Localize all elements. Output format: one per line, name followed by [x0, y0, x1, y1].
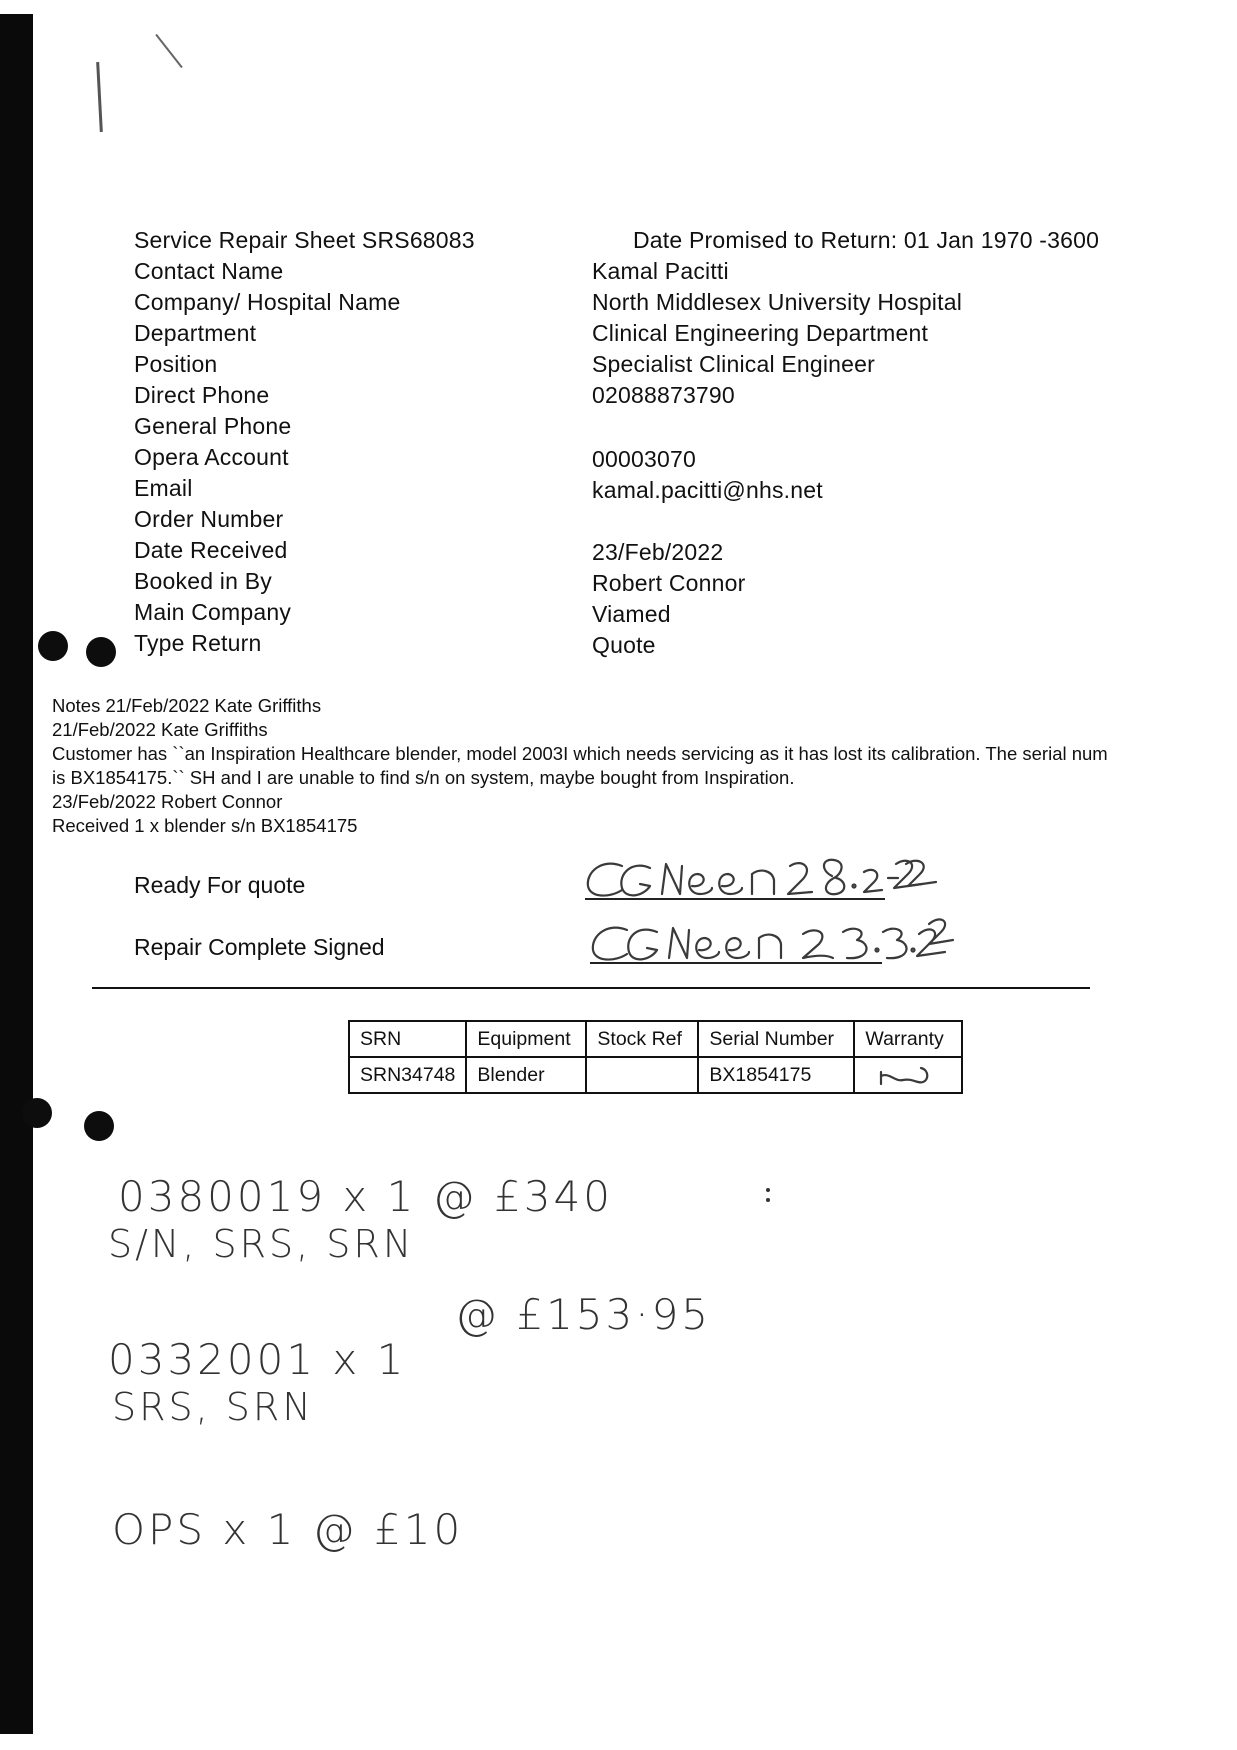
field-type-return [134, 630, 1134, 660]
field-date-received [134, 537, 1134, 567]
field-general-phone [134, 413, 1134, 443]
field-position [134, 351, 1134, 381]
handwritten-line: @ £153·95 [455, 1290, 712, 1339]
field-value: Robert Connor [592, 570, 746, 596]
field-department [134, 320, 1134, 350]
complete-signature [585, 912, 955, 970]
cell-warranty [854, 1057, 962, 1093]
table-row [349, 1057, 962, 1093]
notes-line: Customer has ``an Inspiration Healthcare blender, model 2003I which needs servicing as it has lost its calibration. The serial num [52, 743, 1108, 764]
header-equipment: Equipment [466, 1021, 586, 1057]
notes-block [52, 694, 1237, 838]
scan-speck [766, 1188, 770, 1192]
handwritten-line: 0332001 x 1 [108, 1335, 407, 1384]
field-opera-account [134, 444, 1134, 474]
field-label: Date Received [134, 537, 288, 563]
ready-signature [580, 850, 940, 905]
handwritten-line: S/N, SRS, SRN [108, 1222, 415, 1266]
field-value: Quote [592, 632, 656, 658]
field-label: Department [134, 320, 257, 346]
cell-stock-ref [586, 1057, 698, 1093]
field-value: North Middlesex University Hospital [592, 289, 963, 315]
notes-line: 21/Feb/2022 Kate Griffiths [52, 719, 268, 740]
punch-hole [38, 631, 68, 661]
field-value: Viamed [592, 601, 671, 627]
field-label: Opera Account [134, 444, 289, 470]
field-value: 23/Feb/2022 [592, 539, 724, 565]
punch-hole [84, 1111, 114, 1141]
ready-for-quote-label: Ready For quote [134, 872, 306, 898]
header-srn: SRN [349, 1021, 466, 1057]
field-value: 00003070 [592, 446, 696, 472]
field-label: Booked in By [134, 568, 272, 594]
notes-line: Received 1 x blender s/n BX1854175 [52, 815, 358, 836]
field-value: kamal.pacitti@nhs.net [592, 477, 823, 503]
scan-speck [766, 1198, 770, 1202]
scan-mark [96, 62, 103, 132]
header-row [134, 227, 1134, 257]
field-contact-name [134, 258, 1134, 288]
notes-line: 23/Feb/2022 Robert Connor [52, 791, 283, 812]
cell-equipment: Blender [466, 1057, 586, 1093]
field-order-number [134, 506, 1134, 536]
date-promised: Date Promised to Return: 01 Jan 1970 -3600 [633, 227, 1100, 253]
field-value: Kamal Pacitti [592, 258, 729, 284]
field-label: Main Company [134, 599, 292, 625]
header-stock-ref: Stock Ref [586, 1021, 698, 1057]
handwritten-line: SRS, SRN [112, 1385, 314, 1429]
field-label: Email [134, 475, 193, 501]
handwritten-line: OPS x 1 @ £10 [112, 1505, 464, 1554]
punch-hole [86, 637, 116, 667]
field-label: Direct Phone [134, 382, 270, 408]
punch-hole [22, 1098, 52, 1128]
field-direct-phone [134, 382, 1134, 412]
notes-line: Notes 21/Feb/2022 Kate Griffiths [52, 695, 322, 716]
binding-edge [0, 14, 33, 1734]
field-company [134, 289, 1134, 319]
field-email [134, 475, 1134, 505]
field-value: Clinical Engineering Department [592, 320, 929, 346]
field-label: General Phone [134, 413, 292, 439]
field-value: Specialist Clinical Engineer [592, 351, 876, 377]
sheet-title: Service Repair Sheet SRS68083 [134, 227, 475, 253]
notes-line: is BX1854175.`` SH and I are unable to find s/n on system, maybe bought from Inspiration. [52, 767, 795, 788]
field-value: 02088873790 [592, 382, 735, 408]
scan-mark [155, 34, 182, 68]
header-serial-number: Serial Number [698, 1021, 854, 1057]
cell-srn: SRN34748 [349, 1057, 466, 1093]
cell-serial-number: BX1854175 [698, 1057, 854, 1093]
repair-complete-label: Repair Complete Signed [134, 934, 385, 960]
field-label: Type Return [134, 630, 262, 656]
warranty-tick-mark [877, 1062, 933, 1088]
field-label: Order Number [134, 506, 284, 532]
handwritten-line: 0380019 x 1 @ £340 [118, 1172, 613, 1221]
field-label: Contact Name [134, 258, 284, 284]
section-divider [92, 987, 1090, 989]
table-header-row [349, 1021, 962, 1057]
equipment-table [348, 1020, 963, 1094]
header-warranty: Warranty [854, 1021, 962, 1057]
field-label: Position [134, 351, 218, 377]
field-main-company [134, 599, 1134, 629]
field-label: Company/ Hospital Name [134, 289, 401, 315]
field-booked-in-by [134, 568, 1134, 598]
